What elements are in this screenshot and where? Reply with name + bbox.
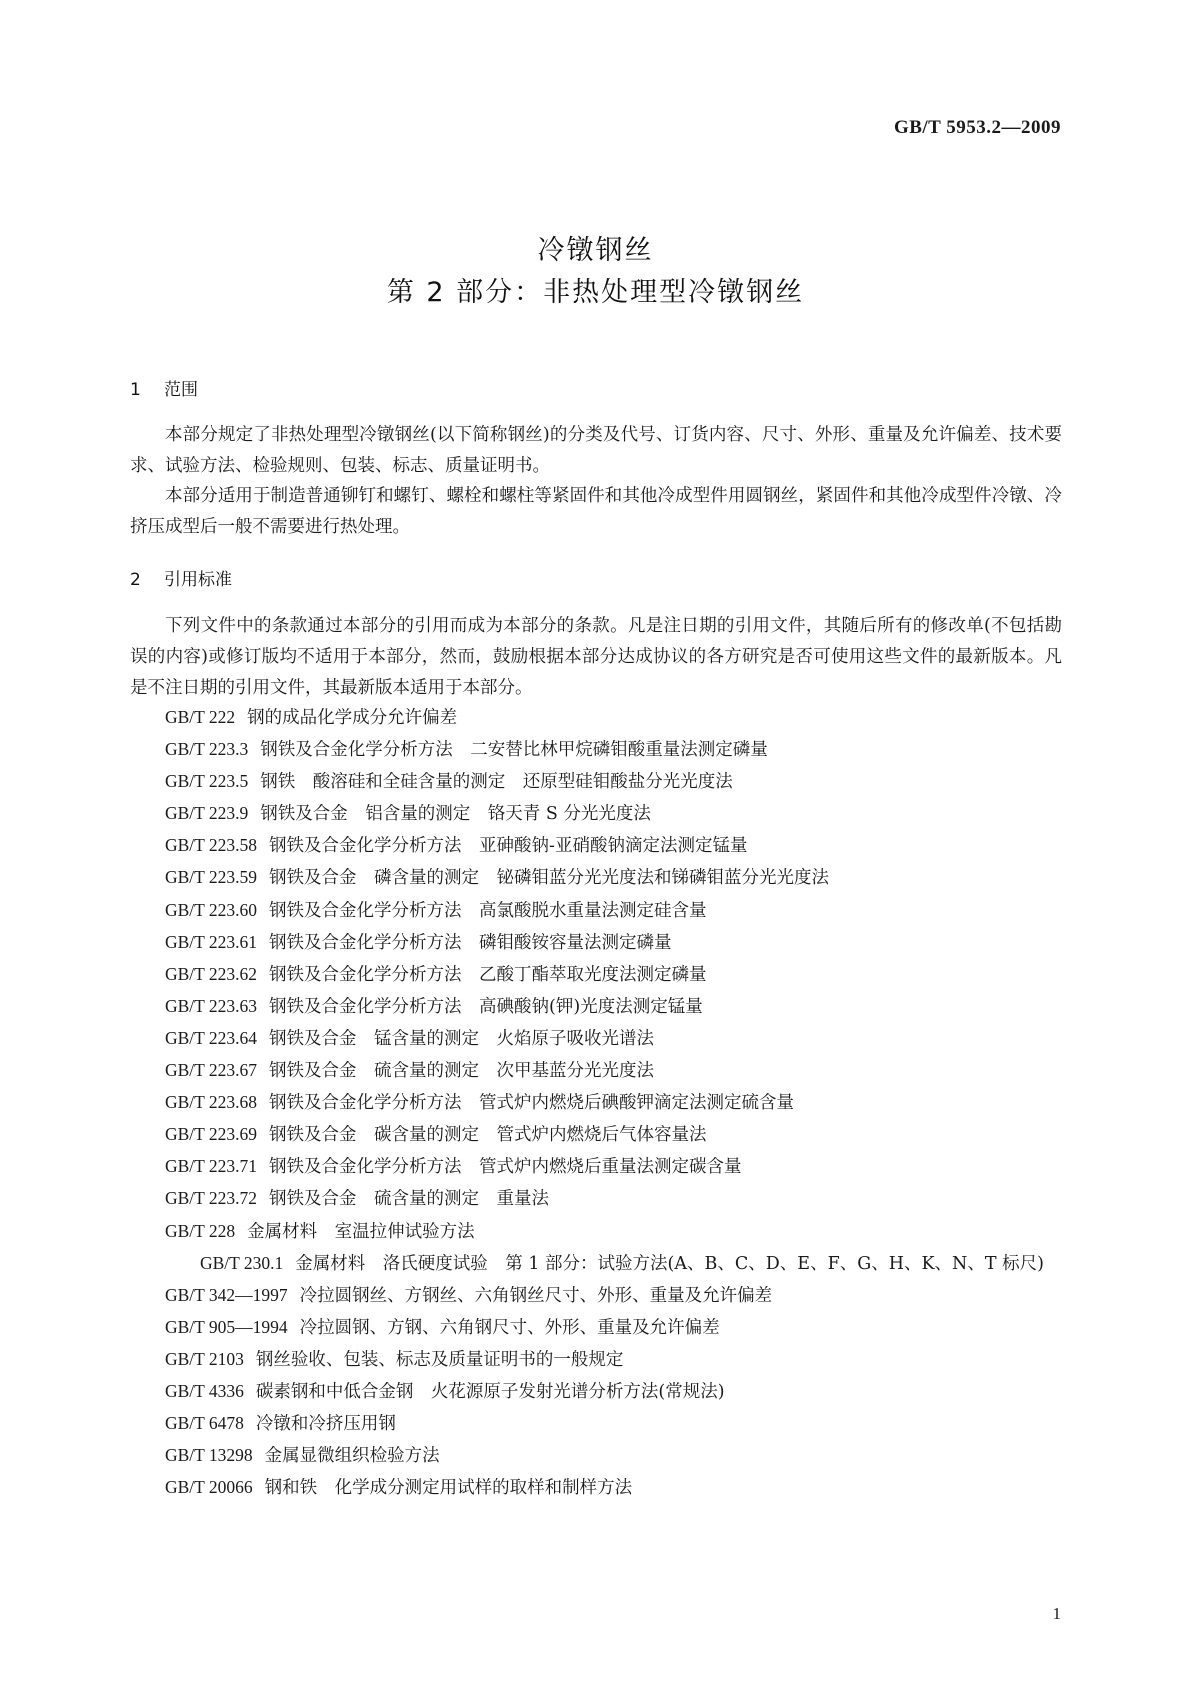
- reference-title: 钢铁 酸溶硅和全硅含量的测定 还原型硅钼酸盐分光光度法: [260, 772, 733, 793]
- reference-code: GB/T 223.5: [165, 771, 249, 792]
- reference-code: GB/T 230.1: [200, 1252, 284, 1273]
- reference-title: 钢铁及合金化学分析方法 管式炉内燃烧后重量法测定碳含量: [269, 1157, 742, 1178]
- reference-item: [130, 1440, 1062, 1472]
- reference-code: GB/T 342—1997: [165, 1284, 288, 1305]
- reference-title: 冷镦和冷挤压用钢: [255, 1414, 396, 1435]
- reference-title: 金属材料 室温拉伸试验方法: [247, 1221, 475, 1242]
- reference-code: GB/T 223.69: [165, 1124, 258, 1145]
- reference-code: GB/T 222: [165, 707, 236, 727]
- reference-item: [130, 830, 1062, 862]
- reference-title: 金属显微组织检验方法: [264, 1446, 440, 1467]
- reference-item: [130, 1216, 1062, 1248]
- reference-code: GB/T 223.64: [165, 1027, 258, 1048]
- reference-item: [130, 1248, 1062, 1280]
- reference-item: [130, 734, 1062, 766]
- reference-code: GB/T 6478: [165, 1413, 244, 1434]
- reference-title: 钢铁及合金 铝含量的测定 铬天青 S 分光光度法: [260, 804, 651, 825]
- section-heading-references: [130, 565, 232, 590]
- reference-item: [130, 1087, 1062, 1119]
- reference-code: GB/T 2103: [165, 1348, 244, 1369]
- reference-code: GB/T 223.71: [165, 1156, 258, 1177]
- reference-title: 钢铁及合金化学分析方法 高碘酸钠(钾)光度法测定锰量: [269, 996, 703, 1017]
- reference-title: 钢铁及合金化学分析方法 高氯酸脱水重量法测定硅含量: [269, 900, 707, 921]
- section-title: 引用标准: [164, 570, 232, 590]
- reference-item: [130, 1408, 1062, 1440]
- reference-list: [130, 702, 1062, 1504]
- reference-title: 碳素钢和中低合金钢 火花源原子发射光谱分析方法(常规法): [255, 1381, 725, 1402]
- reference-code: GB/T 905—1994: [165, 1316, 288, 1337]
- reference-title: 冷拉圆钢丝、方钢丝、六角钢丝尺寸、外形、重量及允许偏差: [299, 1285, 773, 1306]
- reference-item: [130, 1344, 1062, 1376]
- reference-item: [130, 1183, 1062, 1215]
- reference-title: 钢铁及合金 锰含量的测定 火焰原子吸收光谱法: [269, 1028, 655, 1049]
- document-title: 冷镦钢丝: [537, 235, 654, 266]
- reference-code: GB/T 223.9: [165, 803, 249, 824]
- reference-title: 钢和铁 化学成分测定用试样的取样和制样方法: [264, 1478, 633, 1499]
- reference-code: GB/T 223.63: [165, 995, 258, 1016]
- reference-code: GB/T 223.58: [165, 835, 258, 856]
- reference-item: [130, 1472, 1062, 1504]
- reference-item: [130, 1312, 1062, 1344]
- reference-code: GB/T 223.67: [165, 1060, 258, 1081]
- reference-code: GB/T 223.60: [165, 899, 258, 920]
- reference-code: GB/T 4336: [165, 1380, 244, 1401]
- reference-title: 钢铁及合金 硫含量的测定 次甲基蓝分光光度法: [269, 1061, 655, 1082]
- reference-item: [130, 1023, 1062, 1055]
- section-title: 范围: [164, 380, 198, 400]
- reference-title: 钢铁及合金 碳含量的测定 管式炉内燃烧后气体容量法: [269, 1125, 707, 1146]
- reference-item: [130, 927, 1062, 959]
- reference-title: 钢铁及合金化学分析方法 二安替比林甲烷磷钼酸重量法测定磷量: [260, 740, 768, 761]
- reference-code: GB/T 13298: [165, 1445, 253, 1466]
- reference-title: 钢铁及合金化学分析方法 亚砷酸钠-亚硝酸钠滴定法测定锰量: [269, 836, 748, 857]
- scope-paragraph-2: 本部分适用于制造普通铆钉和螺钉、螺栓和螺柱等紧固件和其他冷成型件用圆钢丝，紧固件和其他冷成型件冷镦、冷挤压成型后一般不需要进行热处理。: [130, 486, 1062, 537]
- section-number: 2: [130, 570, 141, 590]
- reference-code: GB/T 223.72: [165, 1188, 258, 1209]
- reference-code: GB/T 223.62: [165, 963, 258, 984]
- reference-code: GB/T 223.59: [165, 867, 258, 888]
- reference-item: [130, 766, 1062, 798]
- reference-title: 金属材料 洛氏硬度试验 第 1 部分：试验方法(A、B、C、D、E、F、G、H、K、N、T 标尺): [295, 1253, 1044, 1274]
- document-subtitle: 第 2 部分：非热处理型冷镦钢丝: [386, 277, 805, 308]
- reference-item: [130, 895, 1062, 927]
- reference-item: [130, 862, 1062, 894]
- reference-item: [130, 702, 1062, 734]
- reference-item: [130, 959, 1062, 991]
- reference-title: 钢铁及合金 磷含量的测定 铋磷钼蓝分光光度法和锑磷钼蓝分光光度法: [269, 868, 830, 889]
- reference-title: 钢铁及合金化学分析方法 管式炉内燃烧后碘酸钾滴定法测定硫含量: [269, 1093, 795, 1114]
- reference-code: GB/T 223.61: [165, 931, 258, 952]
- reference-item: [130, 1280, 1062, 1312]
- reference-item: [130, 798, 1062, 830]
- reference-item: [130, 1119, 1062, 1151]
- section-heading-scope: [130, 375, 198, 400]
- reference-title: 钢铁及合金化学分析方法 磷钼酸铵容量法测定磷量: [269, 932, 672, 953]
- reference-item: [130, 1151, 1062, 1183]
- reference-title: 冷拉圆钢、方钢、六角钢尺寸、外形、重量及允许偏差: [299, 1317, 720, 1338]
- scope-paragraph-1: 本部分规定了非热处理型冷镦钢丝(以下简称钢丝)的分类及代号、订货内容、尺寸、外形、重量及允许偏差、技术要求、试验方法、检验规则、包装、标志、质量证明书。: [130, 425, 1062, 476]
- reference-title: 钢铁及合金化学分析方法 乙酸丁酯萃取光度法测定磷量: [269, 964, 707, 985]
- reference-title: 钢丝验收、包装、标志及质量证明书的一般规定: [255, 1349, 624, 1370]
- page-number: 1: [1052, 1604, 1061, 1623]
- reference-title: 钢的成品化学成分允许偏差: [247, 708, 458, 728]
- reference-item: [130, 1376, 1062, 1408]
- references-intro-paragraph: 下列文件中的条款通过本部分的引用而成为本部分的条款。凡是注日期的引用文件，其随后所有的修改单(不包括勘误的内容)或修订版均不适用于本部分，然而，鼓励根据本部分达成协议的各方研究是否可使用这些文件的最新版本。凡是不注日期的引用文件，其最新版本适用于本部分。: [130, 616, 1062, 698]
- reference-item: [130, 991, 1062, 1023]
- standard-code: GB/T 5953.2—2009: [893, 117, 1061, 138]
- section-number: 1: [130, 380, 141, 400]
- reference-code: GB/T 223.68: [165, 1092, 258, 1113]
- reference-item: [130, 1055, 1062, 1087]
- reference-code: GB/T 20066: [165, 1477, 253, 1498]
- reference-code: GB/T 223.3: [165, 739, 249, 760]
- reference-code: GB/T 228: [165, 1220, 236, 1241]
- reference-title: 钢铁及合金 硫含量的测定 重量法: [269, 1189, 550, 1210]
